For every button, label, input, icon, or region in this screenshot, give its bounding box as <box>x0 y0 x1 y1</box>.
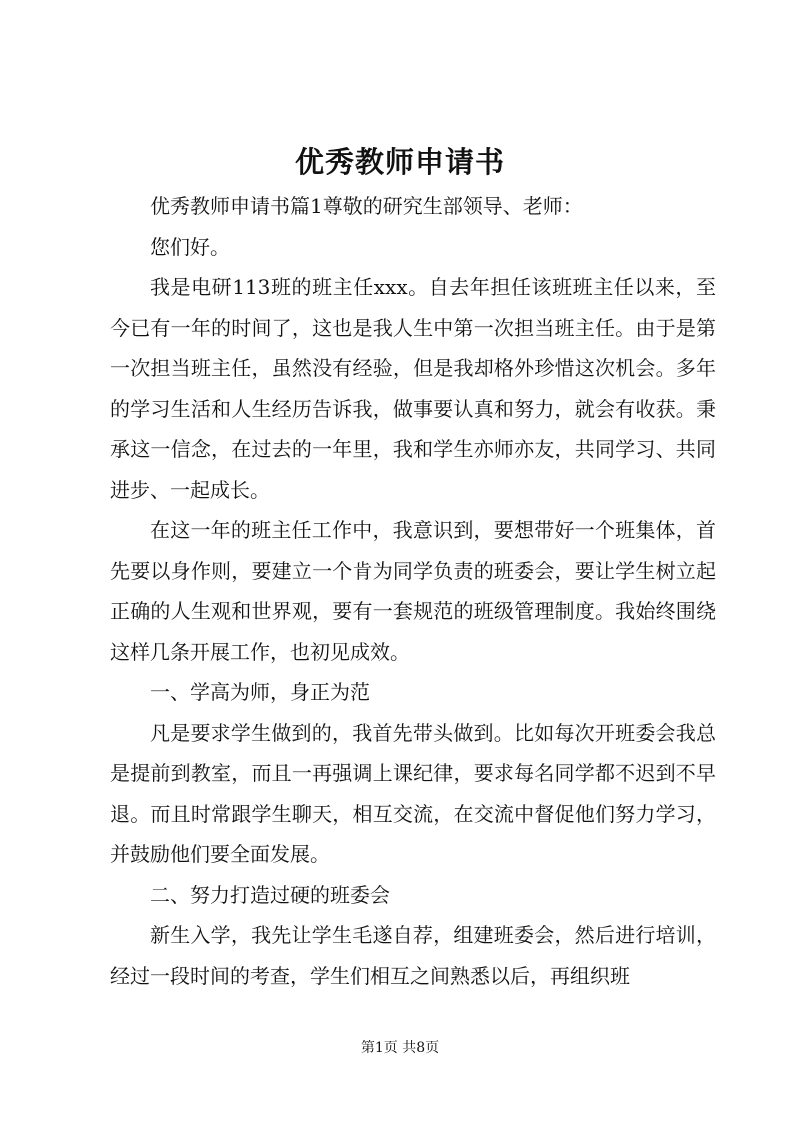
paragraph-introduction: 我是电研113班的班主任xxx。自去年担任该班班主任以来，至今已有一年的时间了，这也是我人生中第一次担当班主任。由于是第一次担当班主任，虽然没有经验，但是我却格外珍惜这次机会。多年的学习生活和人生经历告诉我，做事要认真和努力，就会有收获。秉承这一信念，在过去的一年里，我和学生亦师亦友，共同学习、共同进步、一起成长。 <box>110 275 716 502</box>
paragraph-greeting: 您们好。 <box>150 234 230 259</box>
page-footer: 第1页 共8页 <box>360 1040 440 1056</box>
section-heading-2: 二、努力打造过硬的班委会 <box>150 882 390 907</box>
paragraph-work-summary: 在这一年的班主任工作中，我意识到，要想带好一个班集体，首先要以身作则，要建立一个肯为同学负责的班委会，要让学生树立起正确的人生观和世界观，要有一套规范的班级管理制度。我始终围绕这样几条开展工作，也初见成效。 <box>110 518 716 664</box>
paragraph-section-2: 新生入学，我先让学生毛遂自荐，组建班委会，然后进行培训，经过一段时间的考查，学生们相互之间熟悉以后，再组织班 <box>110 923 716 988</box>
document-title: 优秀教师申请书 <box>294 145 505 179</box>
document-body <box>110 186 716 996</box>
paragraph-salutation: 优秀教师申请书篇1尊敬的研究生部领导、老师： <box>150 194 583 218</box>
paragraph-section-1: 凡是要求学生做到的，我首先带头做到。比如每次开班委会我总是提前到教室，而且一再强调上课纪律，要求每名同学都不迟到不早退。而且时常跟学生聊天，相互交流，在交流中督促他们努力学习，并鼓励他们要全面发展。 <box>110 720 716 866</box>
section-heading-1: 一、学高为师，身正为范 <box>150 680 370 704</box>
